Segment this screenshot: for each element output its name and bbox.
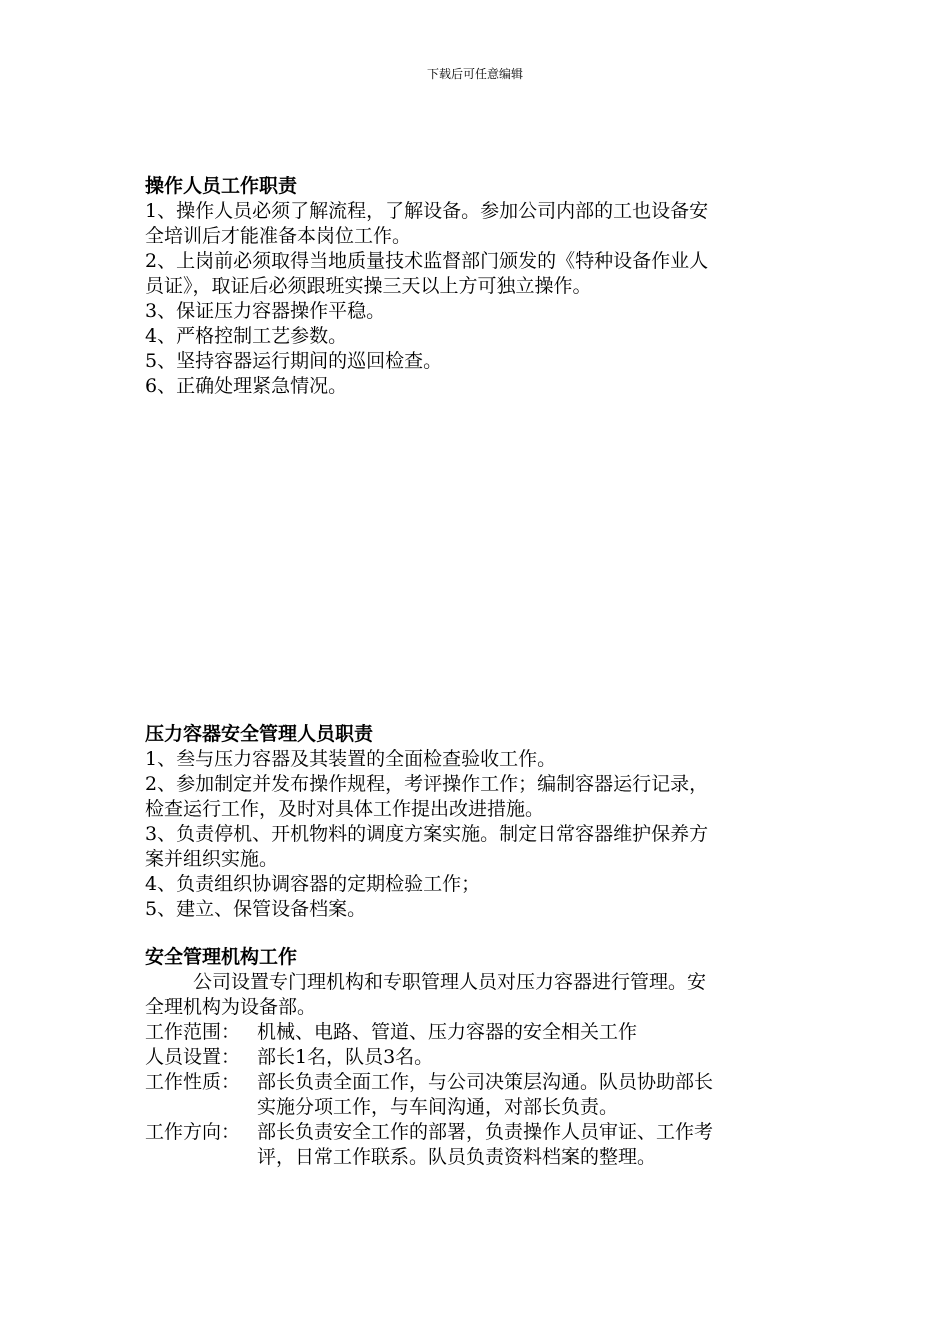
section-safety-manager-duties — [145, 722, 810, 922]
text-line: 2、上岗前必须取得当地质量技术监督部门颁发的《特种设备作业人 — [145, 250, 709, 272]
text-line: 6、正确处理紧急情况。 — [145, 375, 348, 397]
row-key: 人员设置： — [145, 1046, 241, 1068]
text-line: 3、保证压力容器操作平稳。 — [145, 300, 386, 322]
section-title: 压力容器安全管理人员职责 — [145, 723, 374, 745]
text-line: 1、叁与压力容器及其装置的全面检查验收工作。 — [145, 748, 557, 770]
text-line: 4、负责组织协调容器的定期检验工作； — [145, 873, 481, 895]
intro-line: 公司设置专门理机构和专职管理人员对压力容器进行管理。安 — [193, 971, 707, 993]
section-title: 安全管理机构工作 — [145, 946, 298, 968]
text-line: 3、负责停机、开机物料的调度方案实施。制定日常容器维护保养方 — [145, 823, 709, 845]
intro-line: 全理机构为设备部。 — [145, 996, 317, 1018]
text-line: 5、建立、保管设备档案。 — [145, 898, 367, 920]
row-key: 工作范围： — [145, 1021, 241, 1043]
row-value: 部长负责全面工作，与公司决策层沟通。队员协助部长 — [257, 1071, 714, 1093]
text-line: 1、操作人员必须了解流程，了解设备。参加公司内部的工也设备安 — [145, 200, 709, 222]
row-value: 评，日常工作联系。队员负责资料档案的整理。 — [257, 1146, 657, 1168]
header-note: 下载后可任意编辑 — [426, 67, 523, 81]
text-line: 全培训后才能准备本岗位工作。 — [145, 225, 412, 247]
work-nature-row — [145, 1070, 810, 1120]
section-safety-organization — [145, 945, 810, 1170]
row-value: 机械、电路、管道、压力容器的安全相关工作 — [257, 1021, 638, 1043]
text-line: 4、严格控制工艺参数。 — [145, 325, 348, 347]
text-line: 5、坚持容器运行期间的巡回检查。 — [145, 350, 443, 372]
staffing-row — [145, 1045, 810, 1070]
section-title: 操作人员工作职责 — [145, 175, 298, 197]
row-value: 部长负责安全工作的部署，负责操作人员审证、工作考 — [257, 1121, 714, 1143]
section-operator-duties — [145, 174, 810, 399]
row-value: 实施分项工作，与车间沟通，对部长负责。 — [257, 1096, 619, 1118]
row-value: 部长1名，队员3名。 — [257, 1046, 434, 1068]
text-line: 案并组织实施。 — [145, 848, 279, 870]
row-key: 工作性质： — [145, 1071, 241, 1093]
row-key: 工作方向： — [145, 1121, 241, 1143]
work-scope-row — [145, 1020, 810, 1045]
text-line: 员证》，取证后必须跟班实操三天以上方可独立操作。 — [145, 275, 592, 297]
work-direction-row — [145, 1120, 810, 1170]
text-line: 2、参加制定并发布操作规程，考评操作工作；编制容器运行记录， — [145, 773, 709, 795]
text-line: 检查运行工作，及时对具体工作提出改进措施。 — [145, 798, 545, 820]
